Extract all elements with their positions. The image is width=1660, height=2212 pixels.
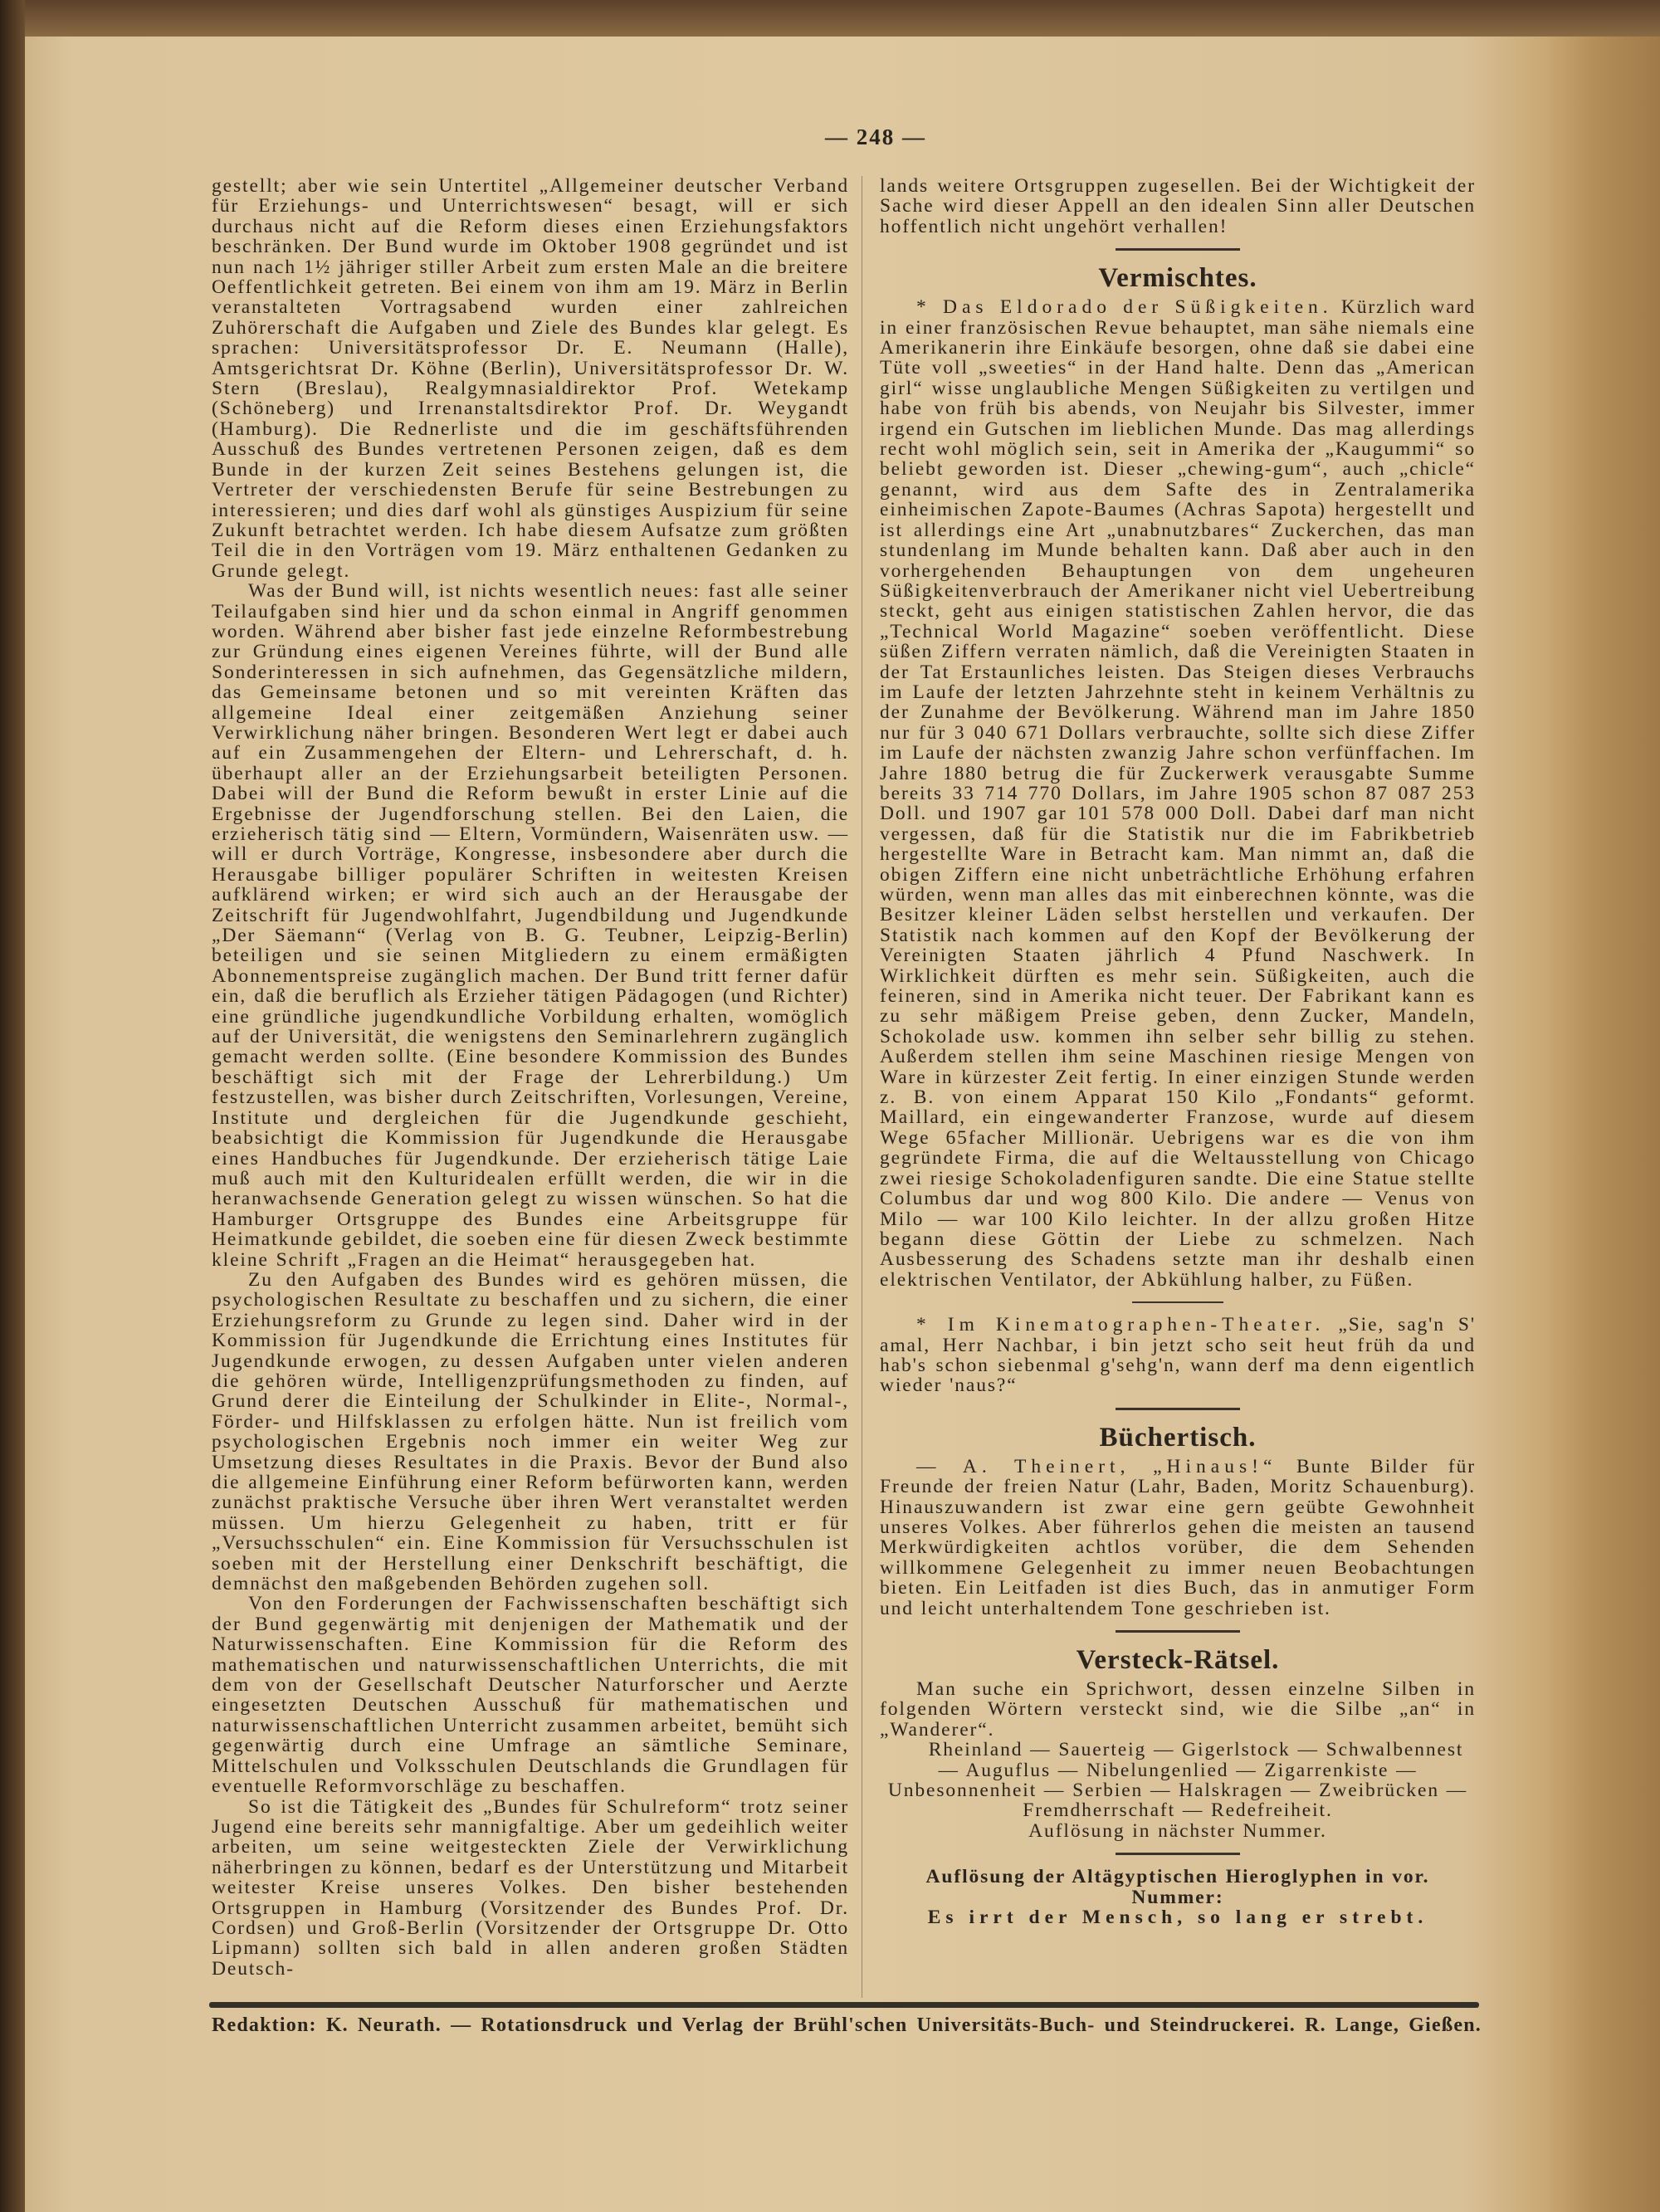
section-rule bbox=[1116, 1408, 1240, 1410]
left-column bbox=[212, 176, 849, 1998]
section-heading-vermischtes: Vermischtes. bbox=[1098, 263, 1257, 294]
article-paragraph: Zu den Aufgaben des Bundes wird es gehören müssen, die psychologischen Resultate zu beschaffen und zu sichern, die einer Erziehungsreform zu Grunde zu legen sind. Daher wird in der Kommission für Jugendkunde die Errichtung eines Institutes für Jugendkunde erwogen, zu dessen Aufgaben unter vielen anderen die gehören würde, Intelligenzprüfungsmethoden zu finden, auf Grund derer die Einteilung der Schulkinder in Elite-, Normal-, Förder- und Hilfsklassen zu erfolgen hätte. Nun ist freilich vom psychologischen Ergebnis noch immer ein weiter Weg zur Umsetzung dieses Resultates in die Praxis. Bevor der Bund also die allgemeine Einführung einer Reform befürworten kann, werden zunächst praktische Versuche über ihren Wert veranstaltet werden müssen. Um hierzu Gelegenheit zu haben, tritt er für „Versuchsschulen“ ein. Eine Kommission für Versuchsschulen ist soeben mit der Herstellung einer Denkschrift beschäftigt, die demnächst den maßgebenden Behörden zugehen soll. bbox=[212, 1268, 849, 1595]
section-rule bbox=[1116, 248, 1240, 251]
book-review bbox=[880, 1457, 1476, 1619]
solution-text: Es irrt der Mensch, so lang er strebt. bbox=[927, 1907, 1428, 1929]
news-item-kino bbox=[880, 1315, 1476, 1396]
scan-top-edge bbox=[0, 0, 1660, 37]
news-item-title: * Das Eldorado der Süßigkeiten. bbox=[916, 296, 1333, 319]
section-heading-raetsel: Versteck-Rätsel. bbox=[1076, 1645, 1280, 1675]
book-review-text: Bunte Bilder für Freunde der freien Natur (Lahr, Baden, Moritz Schauenburg). Hinauszuwandern ist zwar eine gern geübte Gewohnheit unseres Volkes. Aber führerlos gehen die meisten an tausend Merkwürdigkeiten achtlos vorüber, die dem Sehenden willkommene Gelegenheit zu immer neuen Beobachtungen bieten. Ein Leitfaden ist dies Buch, das in anmutiger Form und leicht unterhaltendem Tone geschrieben ist. bbox=[880, 1455, 1476, 1619]
puzzle-words: Rheinland — Sauerteig — Gigerlstock — Schwalbennest — Auguflus — Nibelungenlied — Zigarrenkiste — Unbesonnenheit — Serbien — Halskragen — Zweibrücken — Fremdherrschaft — Redefreiheit. bbox=[887, 1739, 1468, 1822]
article-paragraph: Was der Bund will, ist nichts wesentlich neues: fast alle seiner Teilaufgaben sind hier und da schon einmal in Angriff genommen worden. Während aber bisher fast jede einzelne Reformbestrebung zur Gründung eines eigenen Vereines führte, will der Bund alle Sonderinteressen in sich aufnehmen, das Gegensätzliche mildern, das Gemeinsame betonen und so mit vereinten Kräften das allgemeine Ideal einer zeitgemäßen Anziehung seiner Verwirklichung näher bringen. Besonderen Wert legt er dabei auch auf ein Zusammengehen der Eltern- und Lehrerschaft, d. h. überhaupt aller an der Erziehungsarbeit beteiligten Personen. Dabei will der Bund die Reform bewußt in erster Linie auf die Ergebnisse der Jugendforschung stellen. Bei den Laien, die erzieherisch tätig sind — Eltern, Vormündern, Waisenräten usw. — will er durch Vorträge, Kongresse, insbesondere aber durch die Herausgabe billiger populärer Schriften in weitesten Kreisen aufklärend wirken; er wird sich auch an der Herausgabe der Zeitschrift für Jugendwohlfahrt, Jugendbildung und Jugendkunde „Der Säemann“ (Verlag von B. G. Teubner, Leipzig-Berlin) beteiligen und sie seinen Mitgliedern zu einem ermäßigten Abonnementspreise zugänglich machen. Der Bund tritt ferner dafür ein, daß die beruflich als Erzieher tätigen Pädagogen (und Richter) eine gründliche jugendkundliche Vorbildung erhalten, womöglich auf der Universität, die wenigstens den Seminarlehrern zugänglich gemacht werden sollte. (Eine besondere Kommission des Bundes beschäftigt sich mit der Frage der Lehrerbildung.) Um festzustellen, was bisher durch Zeitschriften, Vorlesungen, Vereine, Institute und dergleichen für die Jugendkunde geschieht, beabsichtigt die Kommission für Jugendkunde die Herausgabe eines Handbuches für Jugendkunde. Der erzieherisch tätige Laie muß auch mit den Kulturidealen erfüllt werden, die wir in die heranwachsende Generation gelegt zu wissen wünschen. So hat die Hamburger Ortsgruppe des Bundes eine Arbeitsgruppe für Heimatkunde gebildet, die soeben eine für diesen Zweck bestimmte kleine Schrift „Fragen an die Heimat“ herausgegeben hat. bbox=[212, 580, 849, 1271]
article-continuation: lands weitere Ortsgruppen zugesellen. Bei der Wichtigkeit der Sache wird dieser Appell an den idealen Sinn aller Deutschen hoffentlich nicht ungehört verhallen! bbox=[880, 176, 1476, 237]
news-item-text: „Sie, sag'n S' amal, Herr Nachbar, i bin jetzt scho seit heut früh da und hab's schon siebenmal g'sehg'n, wann derf ma denn eigentlich wieder 'naus?“ bbox=[880, 1314, 1476, 1397]
section-rule bbox=[1116, 1630, 1240, 1633]
item-rule bbox=[1132, 1301, 1223, 1303]
news-item-eldorado bbox=[880, 297, 1476, 1290]
article-paragraph: So ist die Tätigkeit des „Bundes für Schulreform“ trotz seiner Jugend eine bereits sehr mannigfaltige. Aber um gedeihlich weiter arbeiten, um seine weitgesteckten Ziele der Verwirklichung näherbringen zu können, bedarf es der Unterstützung und Mitarbeit weitester Kreise unseres Volkes. Den bisher bestehenden Ortsgruppen in Hamburg (Vorsitzender des Bundes Prof. Dr. Cordsen) und Groß-Berlin (Vorsitzender der Ortsgruppe Dr. Otto Lipmann) sollten sich bald in allen anderen großen Städten Deutsch- bbox=[212, 1795, 849, 1980]
section-rule bbox=[1116, 1853, 1240, 1855]
scan-left-edge bbox=[0, 0, 25, 2212]
puzzle-note: Auflösung in nächster Nummer. bbox=[1028, 1819, 1327, 1842]
puzzle-intro: Man suche ein Sprichwort, dessen einzelne Silben in folgenden Wörtern versteckt sind, wie die Silbe „an“ in „Wanderer“. bbox=[880, 1678, 1476, 1741]
footer-rule bbox=[209, 2002, 1479, 2008]
right-column bbox=[880, 176, 1476, 1998]
section-heading-buechertisch: Büchertisch. bbox=[1099, 1422, 1257, 1453]
book-title: — A. Theinert, „Hinaus!“ bbox=[916, 1455, 1277, 1477]
article-paragraph: Von den Forderungen der Fachwissenschaften beschäftigt sich der Bund gegenwärtig mit denjenigen der Mathematik und der Naturwissenschaften. Eine Kommission für die Reform des mathematischen und naturwissenschaftlichen Unterrichts, die mit dem von der Gesellschaft Deutscher Naturforscher und Aerzte eingesetzten Deutschen Ausschuß für mathematischen und naturwissenschaftlichen Unterricht zusammen arbeitet, bemüht sich gegenwärtig durch eine Umfrage an sämtliche Seminare, Mittelschulen und Volksschulen Deutschlands die Grundlagen für eventuelle Reformvorschläge zu beschaffen. bbox=[212, 1593, 849, 1798]
article-paragraph: gestellt; aber wie sein Untertitel „Allgemeiner deutscher Verband für Erziehungs- und Unterrichtswesen“ besagt, will er sich durchaus nicht auf die Reform dieses einen Erziehungsfaktors beschränken. Der Bund wurde im Oktober 1908 gegründet und ist nun nach 1½ jähriger stiller Arbeit zum ersten Male an die breitere Oeffentlichkeit getreten. Bei einem von ihm am 19. März in Berlin veranstalteten Vortragsabend wurden einer zahlreichen Zuhörerschaft die Aufgaben und Ziele des Bundes klar gelegt. Es sprachen: Universitätsprofessor Dr. E. Neumann (Halle), Amtsgerichtsrat Dr. Köhne (Berlin), Universitätsprofessor Dr. W. Stern (Breslau), Realgymnasialdirektor Prof. Wetekamp (Schöneberg) und Irrenanstaltsdirektor Prof. Dr. Weygandt (Hamburg). Die Rednerliste und die im geschäftsführenden Ausschuß des Bundes vertretenen Personen zeigen, daß es dem Bunde in der kurzen Zeit seines Bestehens gelungen ist, die Vertreter der verschiedensten Berufe für seine Bestrebungen zu interessieren; und dies darf wohl als günstiges Auspizium für seine Zukunft betrachtet werden. Ich habe diesem Aufsatze zum größten Teil die in den Vorträgen vom 19. März enthaltenen Gedanken zu Grunde gelegt. bbox=[212, 176, 849, 582]
imprint-footer: Redaktion: K. Neurath. — Rotationsdruck und Verlag der Brühl'schen Universitäts-Buch- und Steindruckerei. R. Lange, Gießen. bbox=[212, 2014, 1482, 2036]
page-number: — 248 — bbox=[825, 125, 926, 149]
news-item-text: Kürzlich ward in einer französischen Revue behauptet, man sähe niemals eine Amerikanerin ihre Einkäufe besorgen, ohne daß sie dabei eine Tüte voll „sweeties“ in der Hand halte. Denn das „American girl“ wisse unglaubliche Mengen Süßigkeiten zu vertilgen und habe von früh bis abends, von Neujahr bis Silvester, immer irgend ein Gutschen im lieblichen Munde. Das mag allerdings recht wohl möglich sein, seit in Amerika der „Kaugummi“ so beliebt geworden ist. Dieser „chewing-gum“, auch „chicle“ genannt, wird aus dem Safte des in Zentralamerika einheimischen Zapote-Baumes (Achras Sapota) hergestellt und ist allerdings eine Art „unabnutzbares“ Zuckerchen, das man stundenlang im Munde behalten kann. Daß aber auch in den vorhergehenden Behauptungen von dem ungeheuren Süßigkeitenverbrauch der Amerikaner nicht viel Uebertreibung steckt, geht aus einigen statistischen Zahlen hervor, die das „Technical World Magazine“ soeben veröffentlicht. Diese süßen Ziffern verraten nämlich, daß die Vereinigten Staaten in der Tat Erstaunliches leisten. Das Steigen dieses Verbrauchs im Laufe der letzten Jahrzehnte steht in keinem Verhältnis zu der Zunahme der Bevölkerung. Während man im Jahre 1850 nur für 3 040 671 Dollars verbrauchte, sollte sich diese Ziffer im Laufe der nächsten zwanzig Jahre schon verfünffachen. Im Jahre 1880 betrug die für Zuckerwerk verausgabte Summe bereits 33 714 770 Dollars, im Jahre 1905 schon 87 087 253 Doll. und 1907 gar 101 578 000 Doll. Dabei darf man nicht vergessen, daß für die Statistik nur die im Fabrikbetrieb hergestellte Ware in Betracht kam. Man nimmt an, daß die obigen Ziffern eine nicht unbeträchtliche Erhöhung erfahren würden, wenn man alles das mit einberechnen könnte, was die Besitzer kleiner Läden selbst herstellen und verkaufen. Der Statistik nach kommen auf den Kopf der Bevölkerung der Vereinigten Staaten jährlich 4 Pfund Naschwerk. In Wirklichkeit dürften es mehr sein. Süßigkeiten, auch die feineren, sind in Amerika nicht teuer. Der Fabrikant kann es zu sehr mäßigem Preise geben, denn Zucker, Mandeln, Schokolade usw. kommen ihn selber sehr billig zu stehen. Außerdem stellen ihm seine Maschinen riesige Mengen von Ware in kürzester Zeit fertig. In einer einzigen Stunde werden z. B. von einem Apparat 150 Kilo „Fondants“ geformt. Maillard, ein eingewanderter Franzose, wurde auf diesem Wege 65facher Millionär. Uebrigens war es die von ihm gegründete Firma, die auf die Weltausstellung von Chicago zwei riesige Schokoladenfiguren sandte. Die eine Statue stellte Columbus dar und wog 800 Kilo. Die andere — Venus von Milo — war 100 Kilo leichter. In der allzu großen Hitze begann diese Göttin der Liebe zu schmelzen. Nach Ausbesserung des Schadens setzte man ihr deshalb einen elektrischen Ventilator, der Abkühlung halber, zu Füßen. bbox=[880, 296, 1476, 1291]
news-item-title: * Im Kinematographen-Theater. bbox=[916, 1314, 1326, 1336]
solution-label: Auflösung der Altägyptischen Hieroglyphen in vor. Nummer: bbox=[925, 1866, 1430, 1908]
